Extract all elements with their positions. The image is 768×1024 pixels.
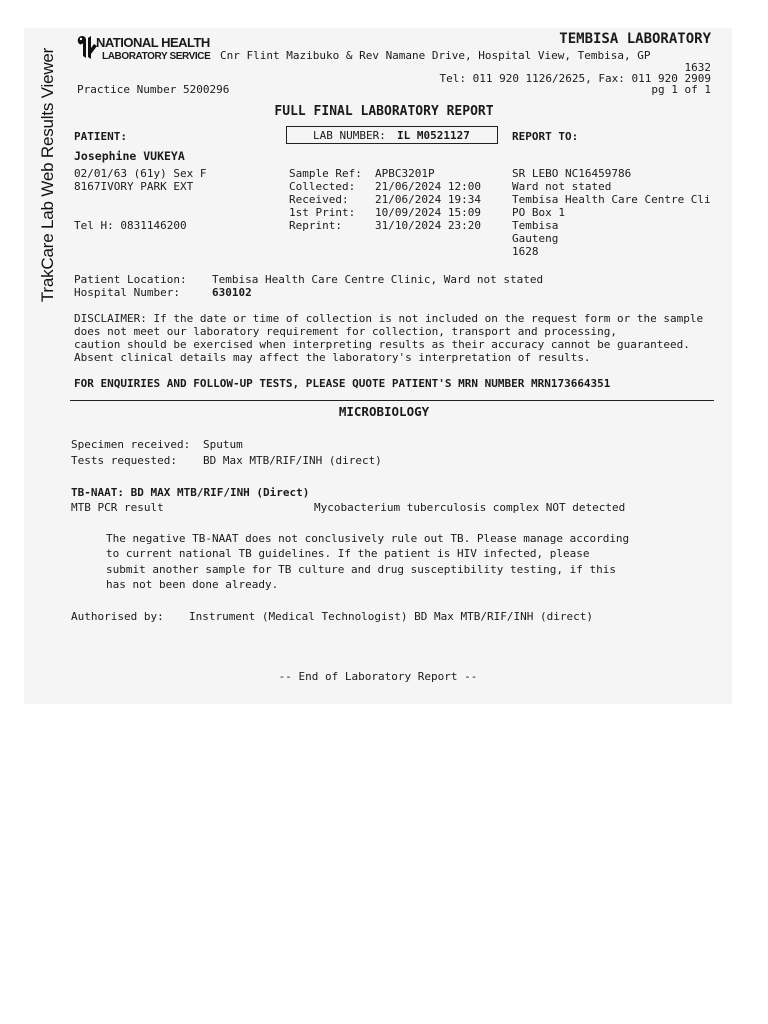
disclaimer-line: does not meet our laboratory requirement for collection, transport and processing, bbox=[74, 325, 618, 338]
comment-line: to current national TB guidelines. If the patient is HIV infected, please bbox=[106, 547, 590, 560]
sample-value: 31/10/2024 23:20 bbox=[375, 219, 481, 232]
hospital-number-label: Hospital Number: bbox=[74, 286, 180, 299]
patient-location-label: Patient Location: bbox=[74, 273, 187, 286]
lab-address: Cnr Flint Mazibuko & Rev Namane Drive, Hospital View, Tembisa, GP bbox=[220, 49, 651, 62]
disclaimer-line: DISCLAIMER: If the date or time of collection is not included on the request form or the sample bbox=[74, 312, 704, 325]
nhls-logo bbox=[76, 33, 216, 67]
sample-label: Reprint: bbox=[289, 219, 342, 232]
comment-line: has not been done already. bbox=[106, 578, 279, 591]
report-to-line: Tembisa Health Care Centre Cli bbox=[512, 193, 711, 206]
authorised-label: Authorised by: bbox=[71, 610, 164, 623]
sample-value: 21/06/2024 19:34 bbox=[375, 193, 481, 206]
tests-label: Tests requested: bbox=[71, 454, 177, 467]
comment-line: submit another sample for TB culture and drug susceptibility testing, if this bbox=[106, 563, 616, 576]
report-to-label: REPORT TO: bbox=[512, 130, 579, 143]
comment-line: The negative TB-NAAT does not conclusively rule out TB. Please manage according bbox=[106, 532, 630, 545]
lab-contact: Tel: 011 920 1126/2625, Fax: 011 920 2909 bbox=[439, 72, 711, 85]
lab-number: IL M0521127 bbox=[397, 129, 470, 142]
patient-address: 8167IVORY PARK EXT bbox=[74, 180, 194, 193]
lab-number-box bbox=[286, 126, 498, 144]
sample-label: Received: bbox=[289, 193, 349, 206]
authorised-value: Instrument (Medical Technologist) BD Max MTB/RIF/INH (direct) bbox=[189, 610, 593, 623]
end-of-report: -- End of Laboratory Report -- bbox=[278, 670, 478, 683]
specimen-value: Sputum bbox=[203, 438, 243, 451]
page-number: pg 1 of 1 bbox=[651, 83, 711, 96]
result-label: MTB PCR result bbox=[71, 501, 164, 514]
lab-number-label: LAB NUMBER: bbox=[313, 129, 386, 142]
logo-line-1: NATIONAL HEALTH bbox=[96, 35, 210, 50]
report-to-line: PO Box 1 bbox=[512, 206, 565, 219]
section-divider bbox=[70, 400, 714, 401]
sample-value: 21/06/2024 12:00 bbox=[375, 180, 481, 193]
patient-location: Tembisa Health Care Centre Clinic, Ward not stated bbox=[212, 273, 544, 286]
sample-label: 1st Print: bbox=[289, 206, 356, 219]
patient-dob-sex: 02/01/63 (61y) Sex F bbox=[74, 167, 207, 180]
sample-value: APBC3201P bbox=[375, 167, 435, 180]
specimen-label: Specimen received: bbox=[71, 438, 191, 451]
sample-label: Sample Ref: bbox=[289, 167, 362, 180]
sample-value: 10/09/2024 15:09 bbox=[375, 206, 481, 219]
practice-number: Practice Number 5200296 bbox=[77, 83, 230, 96]
patient-label: PATIENT: bbox=[74, 130, 127, 143]
test-title: TB-NAAT: BD MAX MTB/RIF/INH (Direct) bbox=[71, 486, 310, 499]
disclaimer-line: Absent clinical details may affect the laboratory's interpretation of results. bbox=[74, 351, 591, 364]
patient-name: Josephine VUKEYA bbox=[74, 149, 185, 163]
report-title: FULL FINAL LABORATORY REPORT bbox=[274, 104, 494, 119]
hospital-number: 630102 bbox=[212, 286, 252, 299]
viewer-title: TrakCare Lab Web Results Viewer bbox=[38, 47, 58, 303]
patient-tel: Tel H: 0831146200 bbox=[74, 219, 187, 232]
section-title: MICROBIOLOGY bbox=[338, 404, 430, 419]
sample-label: Collected: bbox=[289, 180, 356, 193]
result-value: Mycobacterium tuberculosis complex NOT detected bbox=[314, 501, 626, 514]
disclaimer-line: caution should be exercised when interpreting results as their accuracy cannot be guaranteed. bbox=[74, 338, 690, 351]
report-to-line: Tembisa bbox=[512, 219, 559, 232]
report-to-line: Gauteng bbox=[512, 232, 559, 245]
lab-name: TEMBISA LABORATORY bbox=[559, 31, 711, 47]
logo-line-2: LABORATORY SERVICE bbox=[102, 51, 211, 62]
report-to-line: SR LEBO NC16459786 bbox=[512, 167, 632, 180]
report-to-line: 1628 bbox=[512, 245, 539, 258]
tests-value: BD Max MTB/RIF/INH (direct) bbox=[203, 454, 382, 467]
lab-postcode: 1632 bbox=[684, 61, 711, 74]
enquiries-notice: FOR ENQUIRIES AND FOLLOW-UP TESTS, PLEASE QUOTE PATIENT'S MRN NUMBER MRN173664351 bbox=[74, 377, 611, 390]
report-to-line: Ward not stated bbox=[512, 180, 612, 193]
